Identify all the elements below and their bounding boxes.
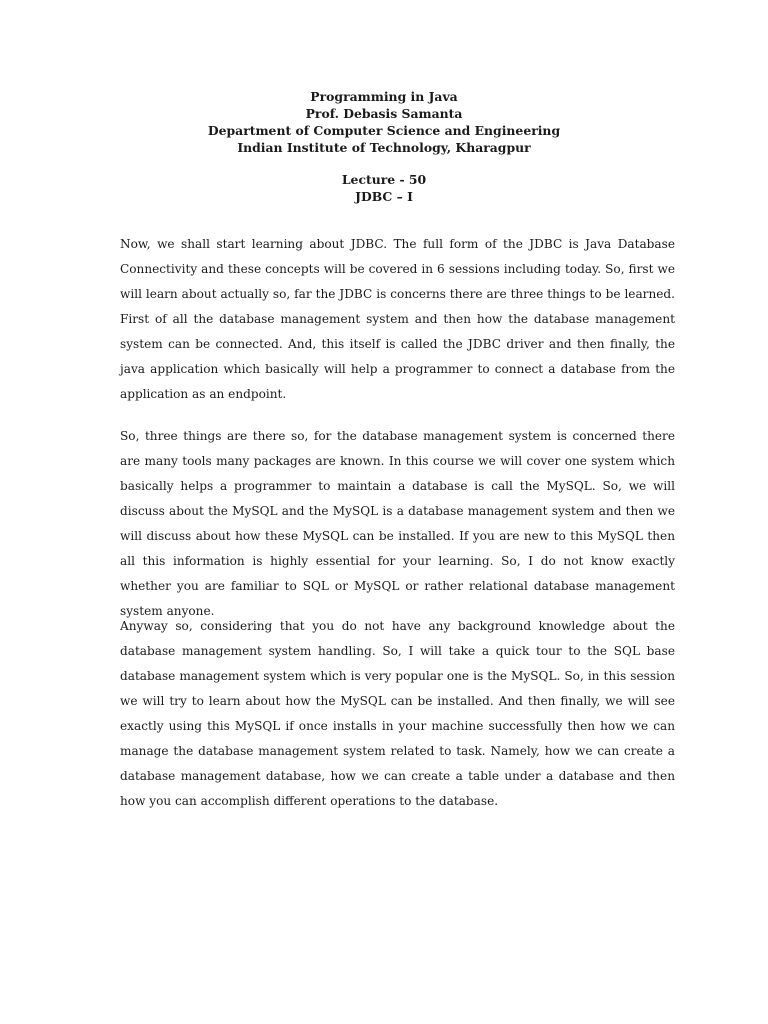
professor-name: Prof. Debasis Samanta bbox=[305, 106, 463, 121]
body-paragraph: So, three things are there so, for the database management system is concerned there are many tools many packages are known. In this course we will cover one system which basically helps a programmer to maintain a database is call the MySQL. So, we will discuss about the MySQL and the MySQL is a database management system and then we will discuss about how these MySQL can be installed. If you are new to this MySQL then all this information is highly essential for your learning. So, I do not know exactly whether you are familiar to SQL or MySQL or rather relational database management system anyone. bbox=[120, 429, 675, 618]
body-paragraph-3-container bbox=[120, 614, 675, 814]
course-title: Programming in Java bbox=[310, 89, 458, 104]
institute-name: Indian Institute of Technology, Kharagpur bbox=[237, 140, 531, 155]
department-name: Department of Computer Science and Engineering bbox=[207, 123, 561, 138]
body-paragraph-1-container bbox=[120, 232, 675, 407]
body-paragraph-2-container bbox=[120, 424, 675, 624]
document-header bbox=[0, 88, 768, 156]
lecture-topic: JDBC – I bbox=[355, 189, 413, 204]
lecture-heading bbox=[0, 171, 768, 205]
lecture-number: Lecture - 50 bbox=[341, 172, 427, 187]
body-paragraph: Anyway so, considering that you do not have any background knowledge about the database management system handling. So, I will take a quick tour to the SQL base database management system which is very popular one is the MySQL. So, in this session we will try to learn about how the MySQL can be installed. And then finally, we will see exactly using this MySQL if once installs in your machine successfully then how we can manage the database management system related to task. Namely, how we can create a database management database, how we can create a table under a database and then how you can accomplish different operations to the database. bbox=[120, 619, 675, 808]
body-paragraph: Now, we shall start learning about JDBC. The full form of the JDBC is Java Database Connectivity and these concepts will be covered in 6 sessions including today. So, first we will learn about actually so, far the JDBC is concerns there are three things to be learned. First of all the database management system and then how the database management system can be connected. And, this itself is called the JDBC driver and then finally, the java application which basically will help a programmer to connect a database from the application as an endpoint. bbox=[120, 237, 675, 401]
